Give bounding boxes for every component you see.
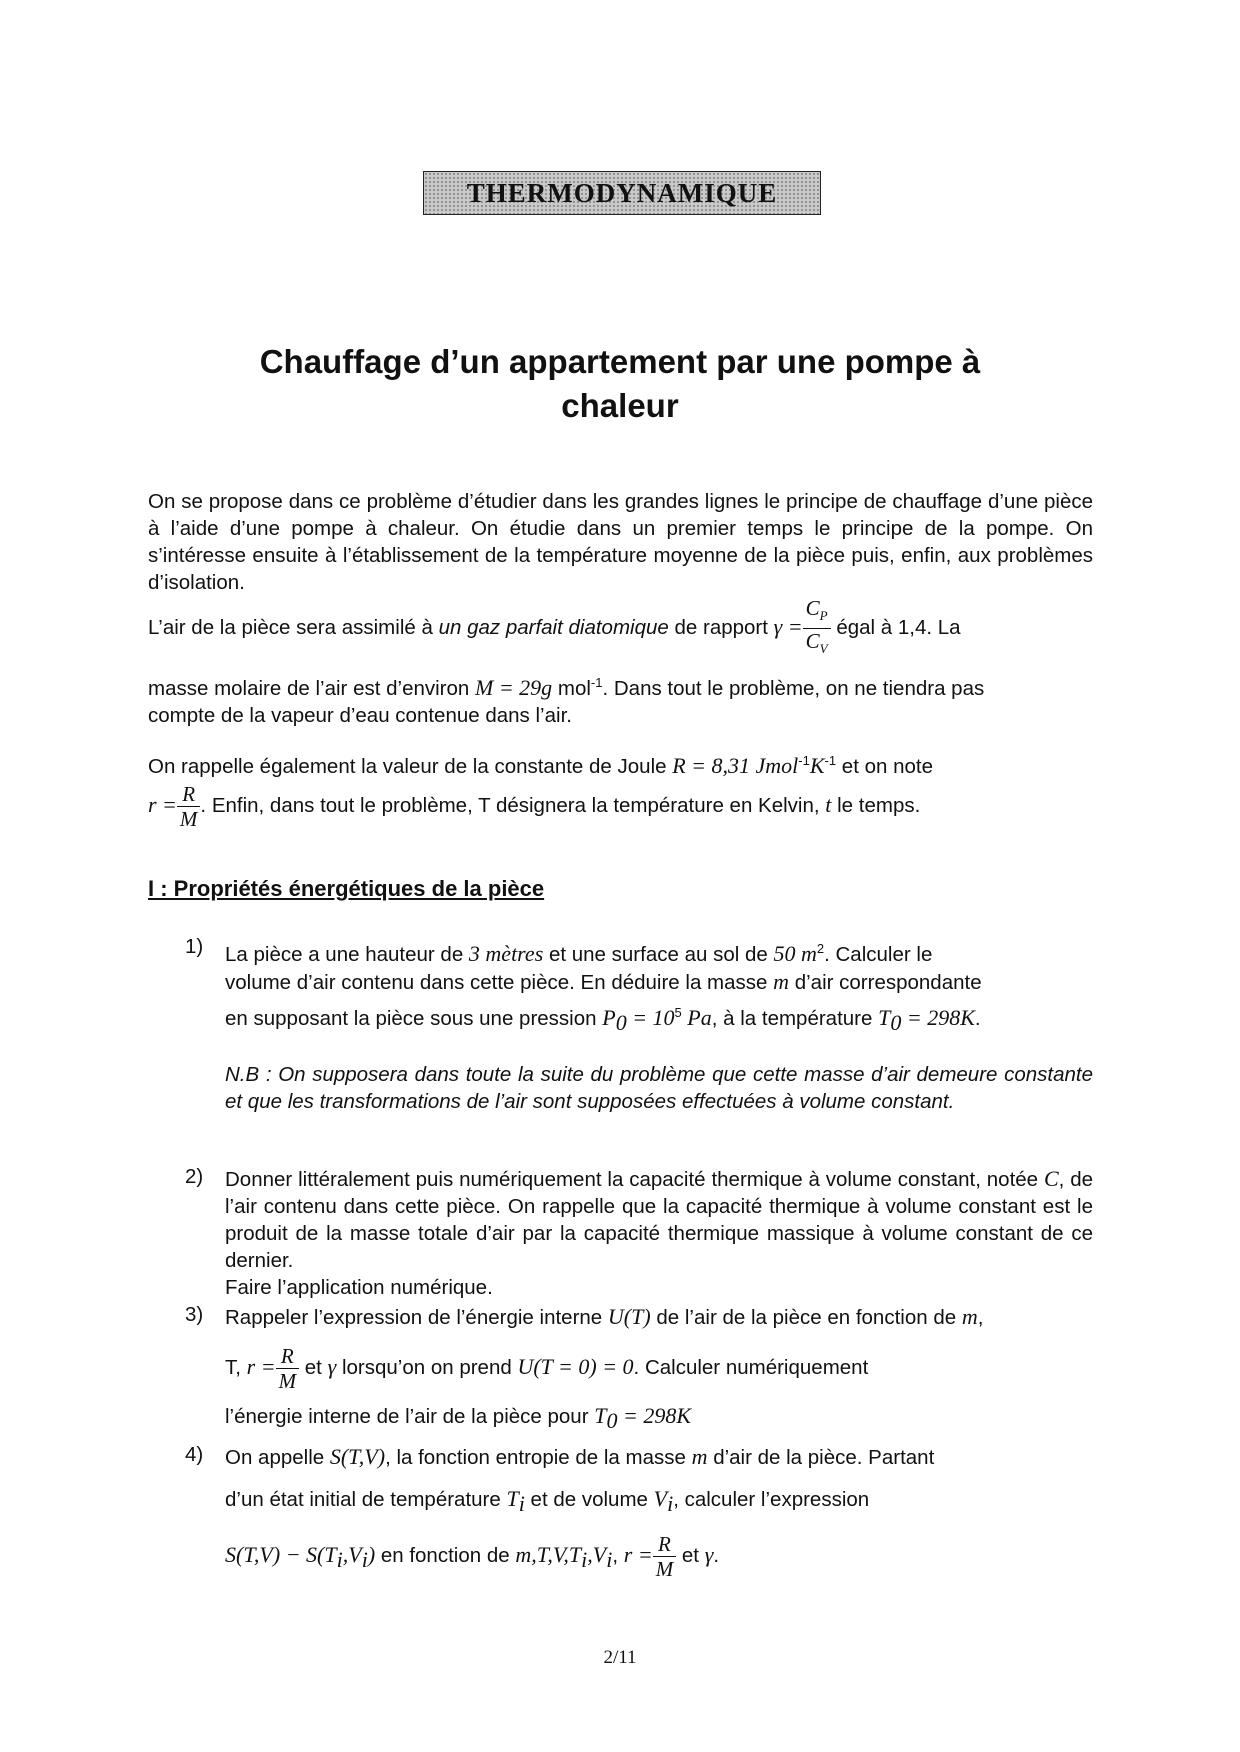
section-heading: I : Propriétés énergétiques de la pièce: [148, 876, 545, 901]
joule-paragraph: On rappelle également la valeur de la constante de Joule R = 8,31 $Jmol^{-1}K^{-1}$ et on note r = $\frac{R}{M}$ . Enfin, dans tout le problème, T désignera la température en Kelvin, t le temps.: [148, 752, 933, 831]
page-number: 2/11: [603, 1647, 637, 1668]
intro-paragraph: On se propose dans ce problème d’étudier dans les grandes lignes le principe de chauffage d’une pièce à l’aide d’une pompe à chaleur. On étudie dans un premier temps le principe de la pompe. On s’intéresse ensuite à l’établissement de la température moyenne de la pièce puis, enfin, aux problèmes d’isolation.: [148, 490, 1093, 594]
question-1: La pièce a une hauteur de 3 mètres et une surface au sol de 50 $m^2$. Calculer le volume d’air contenu dans cette pièce. En déduire la masse m d’air correspondante en supposant la pièce sous une pression $P_0 = 10^5$ Pa, à la température $T_0 = 298K$. N.B : On supposera dans toute la suite du problème que cette masse d’air demeure constante et que les transformations de l’air sont supposées effectuées à volume constant.: [225, 940, 1093, 1113]
title-line-2: chaleur: [561, 387, 679, 424]
air-paragraph: L’air de la pièce sera assimilé à un gaz parfait diatomique de rapport γ = $\frac{C_P}{C_V}$ égal à 1,4. La masse molaire de l’air est d’environ M = 29g mol$^{-1}$. Dans tout le problème, on ne tiendra pas compte de la vapeur d’eau contenue dans l’air.: [148, 596, 985, 728]
question-3-number: 3): [185, 1303, 204, 1326]
question-1-number: 1): [185, 935, 204, 958]
nb-note: N.B : On supposera dans toute la suite du problème que cette masse d’air demeure constante et que les transformations de l’air sont supposées effectuées à volume constant.: [225, 1062, 1093, 1113]
gamma-fraction: $\frac{C_P}{C_V}$: [803, 596, 831, 661]
question-2: Donner littéralement puis numériquement la capacité thermique à volume constant, notée C, de l’air contenu dans cette pièce. On rappelle que la capacité thermique à volume constant est le produit de la masse totale d’air par la capacité thermique massique à volume constant de ce dernier. Faire l’application numérique.: [225, 1166, 1093, 1299]
title-line-1: Chauffage d’un appartement par une pompe à: [259, 343, 981, 380]
question-3: Rappeler l’expression de l’énergie interne U(T) de l’air de la pièce en fonction de m, T, r = $\frac{R}{M}$ et γ lorsqu’on on prend U(T = 0) = 0. Calculer numériquement l’énergie interne de l’air de la pièce pour $T_0 = 298K$: [225, 1304, 984, 1434]
document-banner: THERMODYNAMIQUE: [423, 171, 821, 215]
question-4-number: 4): [185, 1443, 204, 1466]
question-2-number: 2): [185, 1165, 204, 1188]
page-title: [150, 340, 1090, 428]
r-fraction: $\frac{R}{M}$: [177, 782, 201, 831]
question-4: On appelle S(T,V), la fonction entropie de la masse m d’air de la pièce. Partant d’un état initial de température $T_i$ et de volume $V_i$, calculer l’expression $S(T,V) - S(T_i,V_i)$ en fonction de $m,T,V,T_i,V_i$, r = $\frac{R}{M}$ et γ.: [225, 1444, 935, 1582]
